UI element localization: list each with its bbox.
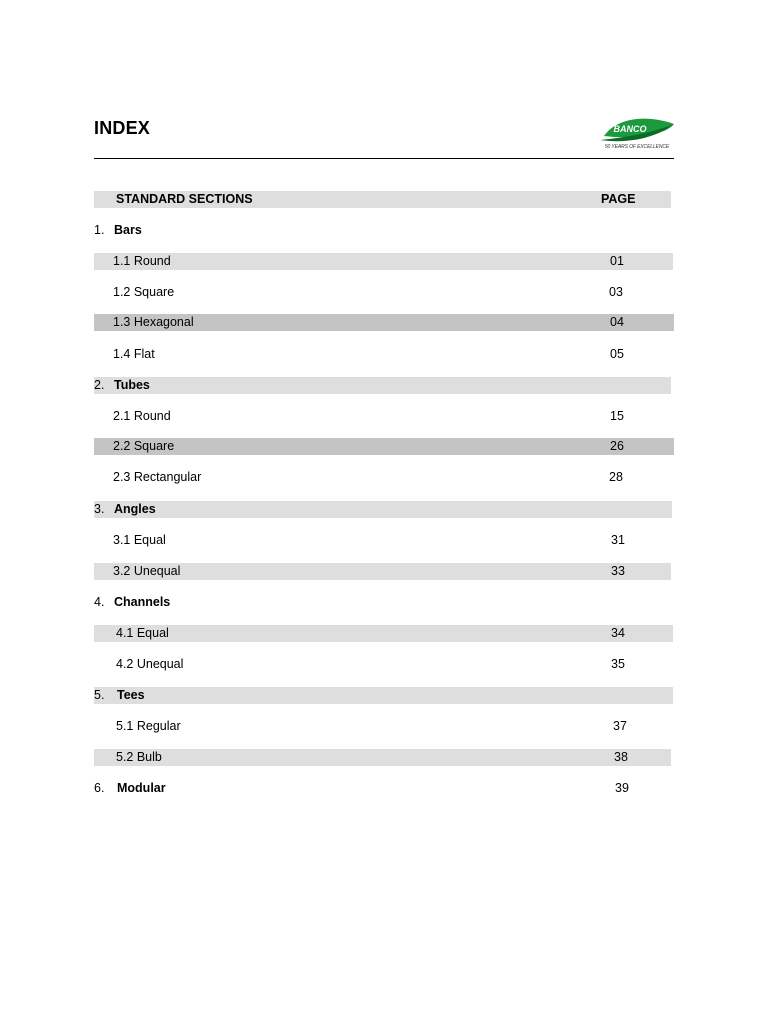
page-number: 33 — [611, 564, 625, 578]
list-item — [94, 469, 674, 486]
section-name: Modular — [117, 781, 166, 795]
page-number: 01 — [610, 254, 624, 268]
list-item — [94, 284, 674, 301]
page-number: 31 — [611, 533, 625, 547]
page-title: INDEX — [94, 118, 151, 138]
subsection-label: 5.1 Regular — [116, 719, 181, 733]
banco-logo-swoosh-icon — [598, 114, 676, 144]
page-number: 37 — [613, 719, 627, 733]
page-number: 15 — [610, 409, 624, 423]
list-item — [94, 656, 674, 673]
page-number: 34 — [611, 626, 625, 640]
section-number: 3. — [94, 502, 105, 516]
page-number: 39 — [615, 781, 629, 795]
list-item — [94, 314, 674, 331]
section-group-row — [94, 222, 674, 239]
subsection-label: 2.1 Round — [113, 409, 171, 423]
page-number: 28 — [609, 470, 623, 484]
section-group-row — [94, 687, 673, 704]
list-item — [94, 346, 674, 363]
logo-tagline: 50 YEARS OF EXCELLENCE — [604, 144, 670, 150]
list-item — [94, 625, 673, 642]
subsection-label: 3.2 Unequal — [113, 564, 181, 578]
subsection-label: 4.1 Equal — [116, 626, 169, 640]
page-number: 38 — [614, 750, 628, 764]
section-number: 2. — [94, 378, 105, 392]
table-header-row — [94, 191, 671, 208]
subsection-label: 2.2 Square — [113, 439, 175, 453]
list-item — [94, 253, 673, 270]
page-number: 04 — [610, 315, 624, 329]
subsection-label: 5.2 Bulb — [116, 750, 162, 764]
section-group-row — [94, 501, 672, 518]
list-item — [94, 532, 674, 549]
column-header-page: PAGE — [601, 192, 636, 206]
list-item — [94, 749, 671, 766]
section-name: Channels — [114, 595, 171, 609]
subsection-label: 1.4 Flat — [113, 347, 155, 361]
section-group-row — [94, 780, 674, 797]
list-item — [94, 438, 674, 455]
section-number: 1. — [94, 223, 105, 237]
section-name: Tubes — [114, 378, 150, 392]
section-name: Angles — [114, 502, 156, 516]
list-item — [94, 718, 674, 735]
subsection-label: 1.3 Hexagonal — [113, 315, 194, 329]
list-item — [94, 563, 671, 580]
page-number: 05 — [610, 347, 624, 361]
page-number: 26 — [610, 439, 624, 453]
section-name: Tees — [117, 688, 145, 702]
section-name: Bars — [114, 223, 142, 237]
header-divider — [94, 158, 674, 159]
banco-logo — [598, 114, 676, 154]
page-number: 03 — [609, 285, 623, 299]
section-number: 6. — [94, 781, 105, 795]
column-header-sections: STANDARD SECTIONS — [116, 192, 253, 206]
list-item — [94, 408, 674, 425]
section-group-row — [94, 594, 674, 611]
section-group-row — [94, 377, 671, 394]
subsection-label: 4.2 Unequal — [116, 657, 184, 671]
subsection-label: 3.1 Equal — [113, 533, 166, 547]
subsection-label: 1.2 Square — [113, 285, 175, 299]
subsection-label: 1.1 Round — [113, 254, 171, 268]
section-number: 5. — [94, 688, 105, 702]
section-number: 4. — [94, 595, 105, 609]
subsection-label: 2.3 Rectangular — [113, 470, 202, 484]
logo-wordmark: BANCO — [613, 124, 647, 134]
page-number: 35 — [611, 657, 625, 671]
